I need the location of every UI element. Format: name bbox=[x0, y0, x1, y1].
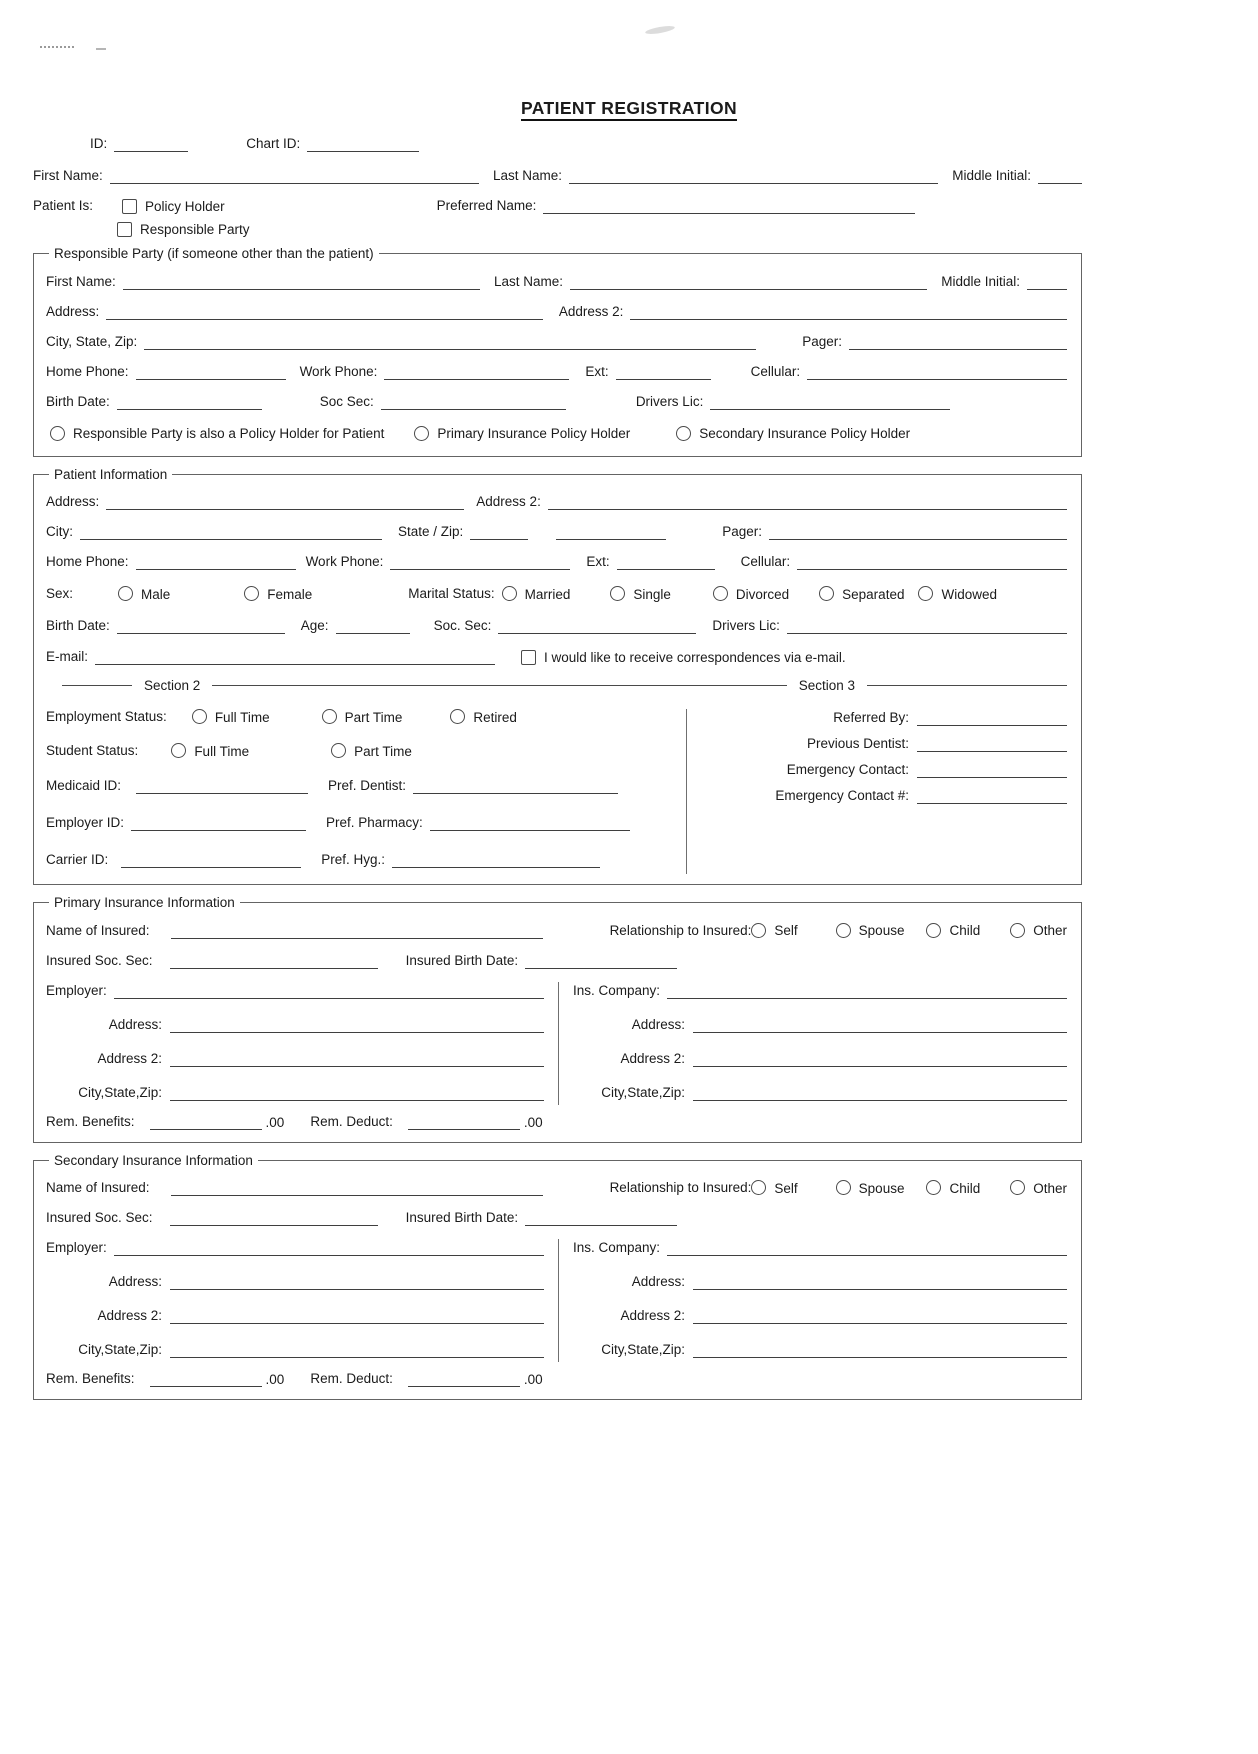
pi-employment-fulltime-radio[interactable] bbox=[192, 709, 207, 724]
pi-medicaid-row bbox=[46, 777, 686, 794]
pi-carrier-id-label: Carrier ID: bbox=[46, 852, 109, 868]
rp-address2-field[interactable] bbox=[630, 303, 1067, 320]
pi-ext-label: Ext: bbox=[586, 554, 610, 570]
pi-pref-pharmacy-field[interactable] bbox=[430, 814, 630, 831]
preferred-name-label: Preferred Name: bbox=[436, 198, 537, 214]
scan-artifact bbox=[40, 46, 74, 48]
pi-medicaid-id-label: Medicaid ID: bbox=[46, 778, 122, 794]
sec-relationship-child-radio[interactable] bbox=[926, 1180, 941, 1195]
sec-employer-field[interactable] bbox=[114, 1239, 544, 1256]
pri-ins-address2-label: Address 2: bbox=[620, 1050, 685, 1066]
pi-email-optin-label: I would like to receive correspondences via e-mail. bbox=[544, 650, 846, 665]
pi-pref-hyg-field[interactable] bbox=[392, 851, 600, 868]
pi-drivers-lic-field[interactable] bbox=[787, 617, 1067, 634]
sec-columns bbox=[46, 1239, 1067, 1362]
pi-email-row bbox=[46, 648, 1067, 665]
rp-birth-date-label: Birth Date: bbox=[46, 393, 110, 409]
sec-relationship-child-label: Child bbox=[949, 1180, 981, 1196]
sec-name-of-insured-field[interactable] bbox=[171, 1179, 543, 1196]
pi-employer-id-field[interactable] bbox=[131, 814, 306, 831]
sec-ins-address-label: Address: bbox=[631, 1274, 685, 1290]
rp-cellular-label: Cellular: bbox=[750, 363, 801, 379]
policy-holder-option-label: Policy Holder bbox=[145, 199, 225, 214]
rp-phone-row bbox=[46, 363, 1067, 380]
responsible-party-option-label: Responsible Party bbox=[140, 222, 250, 237]
rp-work-phone-label: Work Phone: bbox=[299, 363, 378, 379]
middle-initial-label: Middle Initial: bbox=[952, 168, 1031, 184]
pri-address-field[interactable] bbox=[170, 1016, 544, 1033]
pi-employment-status-label: Employment Status: bbox=[46, 709, 167, 725]
pi-previous-dentist-label: Previous Dentist: bbox=[806, 736, 909, 752]
sec-remaining-row bbox=[46, 1370, 1067, 1387]
pi-emergency-contact-num-label: Emergency Contact #: bbox=[775, 788, 909, 804]
pi-email-optin-checkbox[interactable] bbox=[521, 650, 536, 665]
id-field[interactable] bbox=[114, 135, 188, 152]
responsible-party-checkbox[interactable] bbox=[117, 222, 132, 237]
patient-information-legend: Patient Information bbox=[54, 466, 168, 482]
rp-address2-label: Address 2: bbox=[558, 303, 624, 319]
pi-emergency-contact-row bbox=[697, 761, 1067, 778]
rp-cellular-field[interactable] bbox=[807, 363, 1067, 380]
patient-is-label: Patient Is: bbox=[33, 198, 94, 214]
section2-column bbox=[46, 709, 686, 874]
pri-ins-city-state-zip-label: City,State,Zip: bbox=[601, 1084, 685, 1100]
pi-birth-row bbox=[46, 617, 1067, 634]
pri-ins-address-label: Address: bbox=[631, 1016, 685, 1032]
name-row bbox=[33, 167, 1082, 184]
responsible-party-legend: Responsible Party (if someone other than the patient) bbox=[54, 246, 374, 261]
pri-relationship-self-radio[interactable] bbox=[751, 923, 766, 938]
rp-drivers-lic-field[interactable] bbox=[710, 393, 950, 410]
sec-employer-label: Employer: bbox=[46, 1240, 107, 1256]
pi-referred-by-row bbox=[697, 709, 1067, 726]
sec-relationship-spouse-label: Spouse bbox=[858, 1180, 905, 1196]
section2-3-columns bbox=[46, 709, 1067, 874]
pi-marital-divorced-label: Divorced bbox=[735, 586, 790, 602]
rp-home-phone-label: Home Phone: bbox=[46, 363, 129, 379]
pi-employment-row bbox=[46, 709, 686, 725]
page-title: PATIENT REGISTRATION bbox=[0, 98, 1258, 119]
sec-rem-deduct-label: Rem. Deduct: bbox=[310, 1371, 393, 1387]
sec-insured-birth-date-label: Insured Birth Date: bbox=[405, 1210, 519, 1226]
pri-relationship-label: Relationship to Insured: bbox=[609, 922, 752, 938]
rp-primary-insurance-radio[interactable] bbox=[414, 426, 429, 441]
rp-first-name-label: First Name: bbox=[46, 273, 116, 289]
pri-employer-label: Employer: bbox=[46, 982, 107, 998]
rp-ext-label: Ext: bbox=[585, 363, 609, 379]
pri-city-row bbox=[46, 1084, 544, 1101]
rp-secondary-insurance-radio[interactable] bbox=[676, 426, 691, 441]
sec-ins-company-column bbox=[558, 1239, 1067, 1362]
sec-ins-address2-label: Address 2: bbox=[620, 1308, 685, 1324]
pi-sex-female-label: Female bbox=[267, 586, 313, 602]
pri-city-state-zip-label: City,State,Zip: bbox=[78, 1084, 162, 1100]
rp-pager-label: Pager: bbox=[802, 333, 842, 349]
sec-insured-soc-sec-field[interactable] bbox=[170, 1209, 378, 1226]
pi-carrier-id-row bbox=[46, 851, 686, 868]
patient-is-row bbox=[33, 197, 1082, 214]
policy-holder-checkbox[interactable] bbox=[122, 199, 137, 214]
rp-city-state-zip-field[interactable] bbox=[144, 333, 756, 350]
rp-soc-sec-field[interactable] bbox=[381, 393, 566, 410]
pi-employment-parttime-label: Part Time bbox=[344, 709, 403, 725]
pi-pref-dentist-field[interactable] bbox=[413, 777, 618, 794]
pi-city-label: City: bbox=[46, 524, 73, 540]
pi-marital-separated-radio[interactable] bbox=[819, 586, 834, 601]
rp-birth-row bbox=[46, 393, 1067, 410]
pi-emergency-contact-num-field[interactable] bbox=[917, 787, 1067, 804]
pri-rem-deduct-label: Rem. Deduct: bbox=[310, 1113, 393, 1129]
section2-label: Section 2 bbox=[144, 678, 201, 693]
pri-employer-row bbox=[46, 982, 544, 999]
scan-artifact bbox=[96, 48, 106, 50]
rp-birth-date-field[interactable] bbox=[117, 393, 262, 410]
pri-ins-company-column bbox=[558, 982, 1067, 1105]
primary-insurance-legend: Primary Insurance Information bbox=[54, 895, 235, 910]
pri-relationship-child-radio[interactable] bbox=[926, 923, 941, 938]
pri-rem-benefits-label: Rem. Benefits: bbox=[46, 1113, 135, 1129]
rp-address-field[interactable] bbox=[106, 303, 543, 320]
pri-relationship-child-label: Child bbox=[949, 923, 981, 938]
responsible-party-section bbox=[33, 247, 1082, 457]
pi-previous-dentist-row bbox=[697, 735, 1067, 752]
divider-line bbox=[62, 685, 132, 686]
sec-relationship-label: Relationship to Insured: bbox=[609, 1180, 752, 1196]
pri-relationship-other-radio[interactable] bbox=[1010, 923, 1025, 938]
pri-relationship-self-label: Self bbox=[774, 923, 798, 938]
pi-state-zip-label: State / Zip: bbox=[398, 524, 464, 540]
pi-pref-dentist-label: Pref. Dentist: bbox=[328, 778, 407, 794]
last-name-label: Last Name: bbox=[492, 168, 562, 184]
pi-student-fulltime-label: Full Time bbox=[194, 743, 250, 759]
pri-ins-address2-field[interactable] bbox=[693, 1050, 1067, 1067]
rp-policy-holder-radio[interactable] bbox=[50, 426, 65, 441]
pi-pager-field[interactable] bbox=[769, 523, 1067, 540]
pri-insured-row bbox=[46, 922, 1067, 939]
pri-employer-field[interactable] bbox=[114, 982, 544, 999]
sec-rem-benefits-label: Rem. Benefits: bbox=[46, 1371, 135, 1387]
sec-city-state-zip-field[interactable] bbox=[170, 1341, 544, 1358]
pi-pager-label: Pager: bbox=[722, 524, 763, 540]
pi-drivers-lic-label: Drivers Lic: bbox=[712, 618, 780, 634]
pri-ins-city-state-zip-field[interactable] bbox=[693, 1084, 1067, 1101]
pi-cellular-field[interactable] bbox=[797, 553, 1067, 570]
pi-student-parttime-label: Part Time bbox=[354, 743, 412, 759]
pi-home-phone-label: Home Phone: bbox=[46, 554, 129, 570]
pi-employment-retired-label: Retired bbox=[473, 709, 517, 725]
sec-ins-address2-field[interactable] bbox=[693, 1307, 1067, 1324]
pi-emergency-contact-label: Emergency Contact: bbox=[786, 762, 909, 778]
pri-insured-soc-sec-field[interactable] bbox=[170, 952, 378, 969]
pri-insured-birth-date-field[interactable] bbox=[525, 952, 677, 969]
sec-rem-benefits-cents: .00 bbox=[265, 1372, 285, 1387]
pi-marital-divorced-radio[interactable] bbox=[713, 586, 728, 601]
rp-city-row bbox=[46, 333, 1067, 350]
pi-age-label: Age: bbox=[300, 618, 329, 634]
rp-secondary-insurance-radio-label: Secondary Insurance Policy Holder bbox=[699, 426, 911, 441]
rp-middle-initial-label: Middle Initial: bbox=[941, 273, 1020, 289]
sec-address-field[interactable] bbox=[170, 1273, 544, 1290]
pri-city-state-zip-field[interactable] bbox=[170, 1084, 544, 1101]
divider-line bbox=[212, 685, 786, 686]
sec-name-of-insured-label: Name of Insured: bbox=[46, 1180, 150, 1196]
sec-insured-row bbox=[46, 1179, 1067, 1196]
sec-address2-label: Address 2: bbox=[97, 1308, 162, 1324]
pri-address2-row bbox=[46, 1050, 544, 1067]
pi-email-field[interactable] bbox=[95, 648, 495, 665]
sec-city-state-zip-label: City,State,Zip: bbox=[78, 1342, 162, 1358]
pi-city-row bbox=[46, 523, 1067, 540]
pi-employment-parttime-radio[interactable] bbox=[322, 709, 337, 724]
rp-name-row bbox=[46, 273, 1067, 290]
pi-sex-female-radio[interactable] bbox=[244, 586, 259, 601]
rp-ext-field[interactable] bbox=[616, 363, 711, 380]
first-name-label: First Name: bbox=[33, 168, 103, 184]
pi-emergency-contact-field[interactable] bbox=[917, 761, 1067, 778]
sec-ins-address2-row bbox=[573, 1307, 1067, 1324]
pi-birth-date-field[interactable] bbox=[117, 617, 285, 634]
pi-marital-widowed-label: Widowed bbox=[941, 586, 997, 602]
rp-last-name-field[interactable] bbox=[570, 273, 927, 290]
sec-rem-deduct-field[interactable] bbox=[408, 1370, 520, 1387]
sec-ins-city-state-zip-field[interactable] bbox=[693, 1341, 1067, 1358]
pri-name-of-insured-field[interactable] bbox=[171, 922, 543, 939]
pi-student-status-label: Student Status: bbox=[46, 743, 139, 759]
pi-employer-id-row bbox=[46, 814, 686, 831]
sec-address-label: Address: bbox=[108, 1274, 162, 1290]
pi-marital-single-label: Single bbox=[633, 586, 671, 602]
rp-drivers-lic-label: Drivers Lic: bbox=[635, 393, 704, 409]
pri-socsec-row bbox=[46, 952, 1067, 969]
pi-sex-marital-row bbox=[46, 586, 1067, 602]
rp-policy-holder-radio-label: Responsible Party is also a Policy Holder for Patient bbox=[73, 426, 385, 441]
pi-email-label: E-mail: bbox=[46, 649, 89, 665]
sec-relationship-spouse-radio[interactable] bbox=[836, 1180, 851, 1195]
pri-relationship-spouse-radio[interactable] bbox=[836, 923, 851, 938]
chart-id-field[interactable] bbox=[307, 135, 419, 152]
secondary-insurance-section bbox=[33, 1154, 1082, 1401]
pi-city-field[interactable] bbox=[80, 523, 382, 540]
sec-rem-benefits-field[interactable] bbox=[150, 1370, 262, 1387]
section-divider-row bbox=[62, 678, 1067, 693]
pi-work-phone-field[interactable] bbox=[390, 553, 570, 570]
pri-rem-deduct-cents: .00 bbox=[523, 1114, 543, 1130]
pri-columns bbox=[46, 982, 1067, 1105]
patient-information-section bbox=[33, 468, 1082, 886]
pi-address-label: Address: bbox=[46, 494, 100, 510]
rp-city-state-zip-label: City, State, Zip: bbox=[46, 333, 138, 349]
pi-home-phone-field[interactable] bbox=[136, 553, 296, 570]
pi-ext-field[interactable] bbox=[617, 553, 715, 570]
sec-ins-company-label: Ins. Company: bbox=[573, 1240, 661, 1256]
pi-pref-pharmacy-label: Pref. Pharmacy: bbox=[326, 815, 423, 831]
pi-student-row bbox=[46, 743, 686, 759]
pri-ins-company-field[interactable] bbox=[667, 982, 1067, 999]
pi-marital-status-label: Marital Status: bbox=[408, 586, 495, 602]
responsible-party-check-row bbox=[117, 222, 1082, 237]
pri-relationship-other-label: Other bbox=[1033, 923, 1067, 938]
sec-ins-city-state-zip-label: City,State,Zip: bbox=[601, 1342, 685, 1358]
sec-relationship-self-radio[interactable] bbox=[751, 1180, 766, 1195]
pi-phone-row bbox=[46, 553, 1067, 570]
pi-birth-date-label: Birth Date: bbox=[46, 618, 110, 634]
pi-medicaid-id-field[interactable] bbox=[136, 777, 308, 794]
pi-address-row bbox=[46, 493, 1067, 510]
pi-soc-sec-label: Soc. Sec: bbox=[433, 618, 492, 634]
rp-radio-row bbox=[50, 426, 1067, 442]
rp-address-label: Address: bbox=[46, 303, 100, 319]
pi-previous-dentist-field[interactable] bbox=[917, 735, 1067, 752]
pi-employment-fulltime-label: Full Time bbox=[214, 709, 270, 725]
pi-emergency-contact-num-row bbox=[697, 787, 1067, 804]
sec-insured-soc-sec-label: Insured Soc. Sec: bbox=[46, 1210, 153, 1226]
pri-name-of-insured-label: Name of Insured: bbox=[46, 922, 150, 938]
preferred-name-field[interactable] bbox=[543, 197, 915, 214]
pi-sex-male-radio[interactable] bbox=[118, 586, 133, 601]
pri-address2-field[interactable] bbox=[170, 1050, 544, 1067]
pi-employer-id-label: Employer ID: bbox=[46, 815, 125, 831]
sec-relationship-self-label: Self bbox=[774, 1180, 798, 1196]
rp-address-row bbox=[46, 303, 1067, 320]
pri-address-row bbox=[46, 1016, 544, 1033]
primary-insurance-section bbox=[33, 896, 1082, 1143]
pi-student-fulltime-radio[interactable] bbox=[171, 743, 186, 758]
form-body bbox=[33, 135, 1082, 1400]
sec-address2-field[interactable] bbox=[170, 1307, 544, 1324]
pi-marital-widowed-radio[interactable] bbox=[918, 586, 933, 601]
pi-state-field[interactable] bbox=[470, 523, 528, 540]
pri-relationship-spouse-label: Spouse bbox=[858, 923, 905, 938]
rp-first-name-field[interactable] bbox=[123, 273, 480, 290]
sec-address-row bbox=[46, 1273, 544, 1290]
id-row bbox=[33, 135, 1082, 152]
pri-rem-benefits-cents: .00 bbox=[265, 1114, 285, 1130]
pi-referred-by-label: Referred By: bbox=[833, 710, 909, 726]
pri-employer-column bbox=[46, 982, 558, 1105]
pri-ins-company-row bbox=[573, 982, 1067, 999]
pi-marital-married-label: Married bbox=[524, 586, 571, 602]
pi-address2-label: Address 2: bbox=[476, 494, 541, 510]
pri-ins-address-row bbox=[573, 1016, 1067, 1033]
pi-age-field[interactable] bbox=[336, 617, 410, 634]
sec-ins-company-row bbox=[573, 1239, 1067, 1256]
pri-ins-address-field[interactable] bbox=[693, 1016, 1067, 1033]
sec-ins-company-field[interactable] bbox=[667, 1239, 1067, 1256]
section3-column bbox=[686, 709, 1067, 874]
pi-work-phone-label: Work Phone: bbox=[305, 554, 384, 570]
pi-zip-field[interactable] bbox=[556, 523, 666, 540]
sec-employer-row bbox=[46, 1239, 544, 1256]
chart-id-label: Chart ID: bbox=[246, 136, 301, 152]
rp-pager-field[interactable] bbox=[849, 333, 1067, 350]
rp-last-name-label: Last Name: bbox=[493, 273, 563, 289]
divider-line bbox=[867, 685, 1067, 686]
rp-primary-insurance-radio-label: Primary Insurance Policy Holder bbox=[437, 426, 631, 441]
pri-remaining-row bbox=[46, 1113, 1067, 1130]
sec-city-row bbox=[46, 1341, 544, 1358]
pi-marital-separated-label: Separated bbox=[842, 586, 905, 602]
sec-relationship-other-radio[interactable] bbox=[1010, 1180, 1025, 1195]
rp-soc-sec-label: Soc Sec: bbox=[319, 393, 374, 409]
pi-carrier-id-field[interactable] bbox=[121, 851, 301, 868]
pi-soc-sec-field[interactable] bbox=[498, 617, 696, 634]
sec-ins-address-row bbox=[573, 1273, 1067, 1290]
pri-insured-birth-date-label: Insured Birth Date: bbox=[405, 952, 519, 968]
pi-employment-retired-radio[interactable] bbox=[450, 709, 465, 724]
sec-relationship-other-label: Other bbox=[1033, 1180, 1067, 1196]
pri-ins-address2-row bbox=[573, 1050, 1067, 1067]
pi-student-parttime-radio[interactable] bbox=[331, 743, 346, 758]
sec-socsec-row bbox=[46, 1209, 1067, 1226]
sec-ins-city-row bbox=[573, 1341, 1067, 1358]
middle-initial-field[interactable] bbox=[1038, 167, 1082, 184]
pi-marital-married-radio[interactable] bbox=[502, 586, 517, 601]
sec-ins-address-field[interactable] bbox=[693, 1273, 1067, 1290]
pi-pref-hyg-label: Pref. Hyg.: bbox=[321, 852, 386, 868]
pri-address2-label: Address 2: bbox=[97, 1050, 162, 1066]
pi-sex-male-label: Male bbox=[141, 586, 171, 602]
pri-insured-soc-sec-label: Insured Soc. Sec: bbox=[46, 952, 153, 968]
rp-middle-initial-field[interactable] bbox=[1027, 273, 1067, 290]
sec-employer-column bbox=[46, 1239, 558, 1362]
section3-label: Section 3 bbox=[798, 678, 855, 693]
pi-address-field[interactable] bbox=[106, 493, 464, 510]
pi-address2-field[interactable] bbox=[548, 493, 1067, 510]
sec-rem-deduct-cents: .00 bbox=[523, 1372, 543, 1387]
pi-cellular-label: Cellular: bbox=[740, 554, 791, 570]
pri-rem-benefits-field[interactable] bbox=[150, 1113, 262, 1130]
rp-work-phone-field[interactable] bbox=[384, 363, 569, 380]
sec-address2-row bbox=[46, 1307, 544, 1324]
pri-ins-city-row bbox=[573, 1084, 1067, 1101]
pi-sex-label: Sex: bbox=[46, 586, 74, 602]
pri-ins-company-label: Ins. Company: bbox=[573, 982, 661, 998]
pi-marital-single-radio[interactable] bbox=[610, 586, 625, 601]
id-label: ID: bbox=[90, 136, 108, 152]
secondary-insurance-legend: Secondary Insurance Information bbox=[54, 1152, 253, 1168]
pi-referred-by-field[interactable] bbox=[917, 709, 1067, 726]
sec-insured-birth-date-field[interactable] bbox=[525, 1209, 677, 1226]
pri-rem-deduct-field[interactable] bbox=[408, 1113, 520, 1130]
last-name-field[interactable] bbox=[569, 167, 938, 184]
rp-home-phone-field[interactable] bbox=[136, 363, 286, 380]
first-name-field[interactable] bbox=[110, 167, 479, 184]
pri-address-label: Address: bbox=[108, 1016, 162, 1032]
